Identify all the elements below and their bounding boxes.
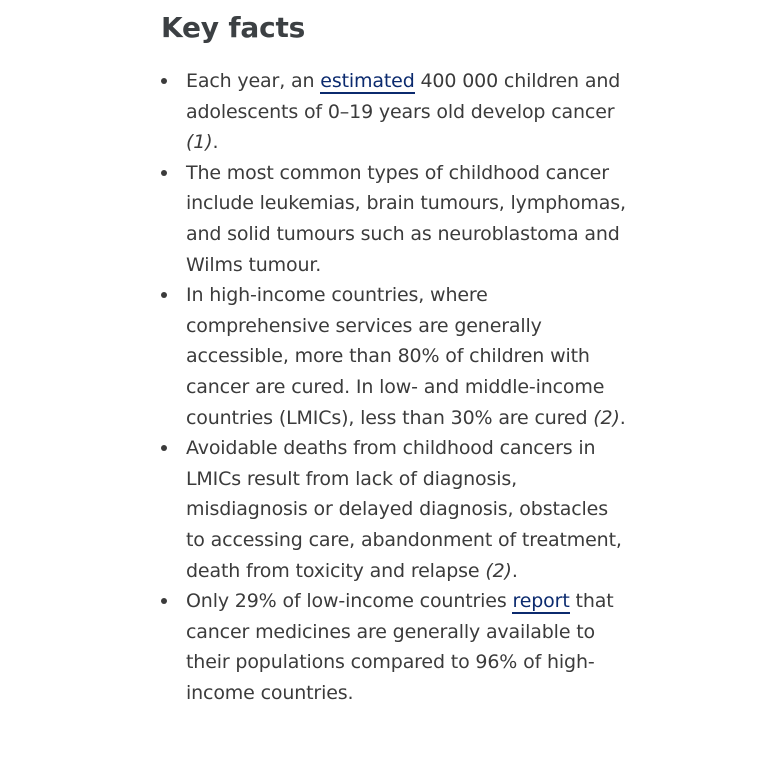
key-facts-section xyxy=(161,0,631,708)
report-link[interactable]: report xyxy=(512,590,570,613)
fact-text: 400 000 children and adolescents of 0–19 years old develop cancer xyxy=(186,70,621,123)
fact-end: . xyxy=(619,406,626,429)
fact-text: Only 29% of low-income countries xyxy=(186,590,513,613)
list-item xyxy=(161,586,631,708)
list-item xyxy=(161,433,631,586)
key-facts-list xyxy=(161,66,631,708)
citation: (2) xyxy=(593,406,620,429)
bullet-icon xyxy=(161,78,167,84)
fact-text: that cancer medicines are generally available to their populations compared to 96% of high-income countries. xyxy=(186,590,614,704)
fact-end: . xyxy=(511,559,518,582)
bullet-icon xyxy=(161,292,167,298)
list-item xyxy=(161,158,631,280)
fact-text: Each year, an xyxy=(186,70,321,92)
citation: (1) xyxy=(186,131,213,154)
list-item xyxy=(161,66,631,158)
fact-text: The most common types of childhood cancer include leukemias, brain tumours, lymphomas, and solid tumours such as neuroblastoma and Wilms tumour. xyxy=(186,161,626,276)
fact-text: In high-income countries, where comprehensive services are generally accessible, more than 80% of children with cancer are cured. In low- and middle-income countries (LMICs), less than 30% are cured xyxy=(186,284,605,429)
estimated-link[interactable]: estimated xyxy=(320,70,415,92)
citation: (2) xyxy=(485,559,512,582)
bullet-icon xyxy=(161,170,167,176)
fact-end: . xyxy=(212,131,219,154)
bullet-icon xyxy=(161,598,167,604)
section-title: Key facts xyxy=(161,11,306,44)
fact-text: Avoidable deaths from childhood cancers in LMICs result from lack of diagnosis, misdiagnosis or delayed diagnosis, obstacles to accessing care, abandonment of treatment, death from toxicity and relapse xyxy=(186,437,622,582)
list-item xyxy=(161,280,631,433)
bullet-icon xyxy=(161,445,167,451)
